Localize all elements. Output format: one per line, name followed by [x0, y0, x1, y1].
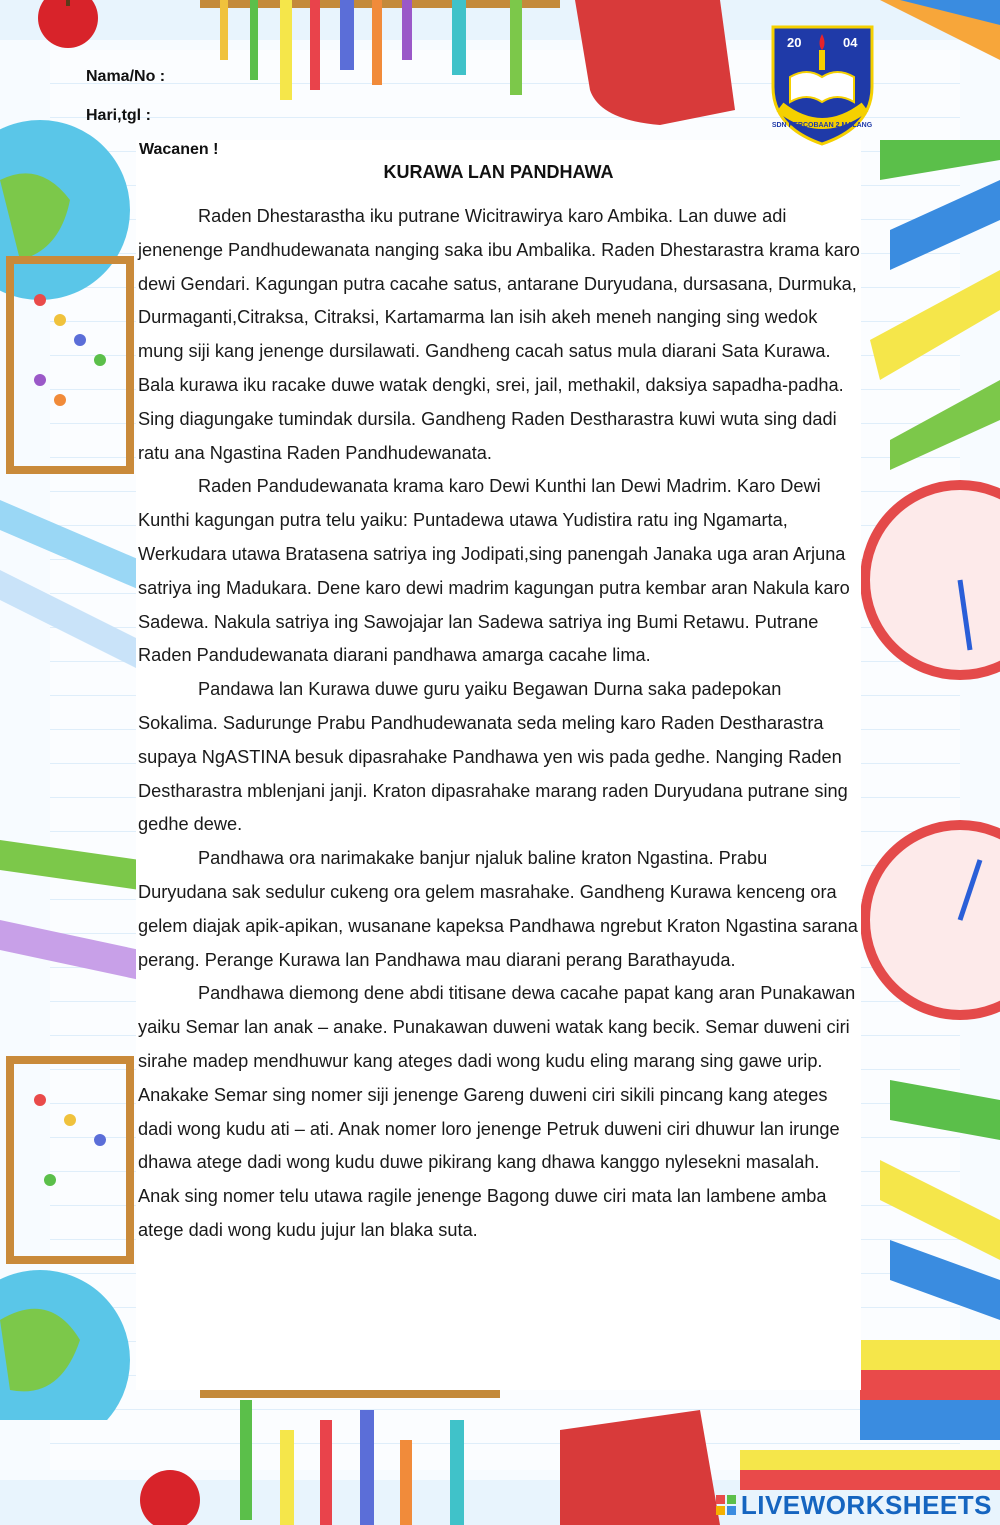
watermark-text: LIVEWORKSHEETS [740, 1490, 992, 1520]
logo-year-right: 04 [843, 35, 858, 50]
clock-icon [865, 485, 1000, 675]
reading-passage [138, 200, 860, 1248]
pencil-icon-2 [0, 840, 140, 890]
instruction-label: Wacanen ! [139, 141, 219, 158]
backpack-bottom-icon [560, 1410, 720, 1525]
paragraph: Pandawa lan Kurawa duwe guru yaiku Begawan Durna saka padepokan Sokalima. Sadurunge Prabu Pandhudewanata seda meling karo Raden Destharastra supaya NgASTINA besuk dipasrahake Pandhawa yen wis pada gedhe. Nanging Raden Destharastra mblenjani janji. Kraton dipasrahake marang raden Duryudana putrane sing gedhe dewe. [138, 679, 848, 835]
logo-school-name: SDN PERCOBAAN 2 MALANG [771, 122, 873, 129]
apple-bottom-icon [140, 1470, 200, 1525]
open-book-icon [790, 72, 854, 102]
logo-year-left: 20 [787, 35, 802, 50]
abacus-lower-icon [10, 1060, 130, 1260]
liveworksheets-logo-icon [716, 1495, 738, 1517]
page-title: KURAWA LAN PANDHAWA [383, 162, 614, 182]
pencil-icon [0, 500, 140, 590]
clock-icon-2 [865, 825, 1000, 1015]
watermark [716, 1490, 992, 1521]
books-icon [890, 1240, 1000, 1320]
right-border-art [860, 140, 1000, 1440]
name-label: Nama/No : [86, 68, 166, 85]
pencil-icon-3 [880, 140, 1000, 180]
school-logo [765, 22, 880, 147]
paragraph: Raden Dhestarastha iku putrane Wicitrawirya karo Ambika. Lan duwe adi jenenenge Pandhudewanata nanging saka ibu Ambalika. Raden Dhestarastra krama karo dewi Gendari. Kagungan putra cacahe satus, antarane Duryudana, dursasana, Durmuka, Durmaganti,Citraksa, Citraksi, Kartamarma lan isih akeh meneh nanging sing wedok mung siji kang jenenge dursilawati. Gandheng cacah satus mula diarani Sata Kurawa. Bala kurawa iku racake duwe watak dengki, srei, jail, methakil, daksiya sapadha-padha. Sing diagungake tumindak dursila. Gandheng Raden Destharastra kuwi wuta sing dadi ratu ana Ngastina Raden Pandhudewanata. [138, 206, 860, 463]
paragraph: Raden Pandudewanata krama karo Dewi Kunthi lan Dewi Madrim. Karo Dewi Kunthi kagungan putra telu yaiku: Puntadewa utawa Yudistira ratu ing Ngamarta, Werkudara utawa Bratasena satriya ing Jodipati,sing panengah Janaka uga aran Arjuna satriya ing Madukara. Dene karo dewi madrim kagungan putra kembar aran Nakula karo Sadewa. Nakula satriya ing Sawojajar lan Sadewa satriya ing Bumi Retawu. Putrane Raden Pandudewanata diarani pandhawa amarga cacahe lima. [138, 476, 850, 666]
apple-icon [38, 0, 98, 48]
paragraph: Pandhawa diemong dene abdi titisane dewa cacahe papat kang aran Punakawan yaiku Semar lan anak – anake. Punakawan duweni watak kang becik. Semar duweni ciri sirahe madep mendhuwur kang ateges dadi wong kudu eling marang sing gawe urip. Anakake Semar sing nomer siji jenenge Gareng duweni ciri sikili pincang kang ateges dadi wong kudu ati – ati. Anak nomer loro jenenge Petruk duweni ciri dhuwur lan irunge dhawa atege dadi wong kudu duwe pikirang kang dhawa kanggo nylesekni masalah. Anak sing nomer telu utawa ragile jenenge Bagong duwe ciri mata lan lambene amba atege dadi wong kudu jujur lan blaka suta. [138, 983, 856, 1240]
date-label: Hari,tgl : [86, 107, 151, 124]
left-border-art [0, 120, 140, 1420]
paragraph: Pandhawa ora narimakake banjur njaluk baline kraton Ngastina. Prabu Duryudana sak sedulur cukeng ora gelem masrahake. Gandheng Kurawa kenceng ora gelem diajak apik-apikan, wusanane kapeksa Pandhawa ngrebut Kraton Ngastina sarana perang. Perange Kurawa lan Pandhawa mau diarani perang Barathayuda. [138, 848, 858, 970]
backpack-icon [575, 0, 735, 125]
